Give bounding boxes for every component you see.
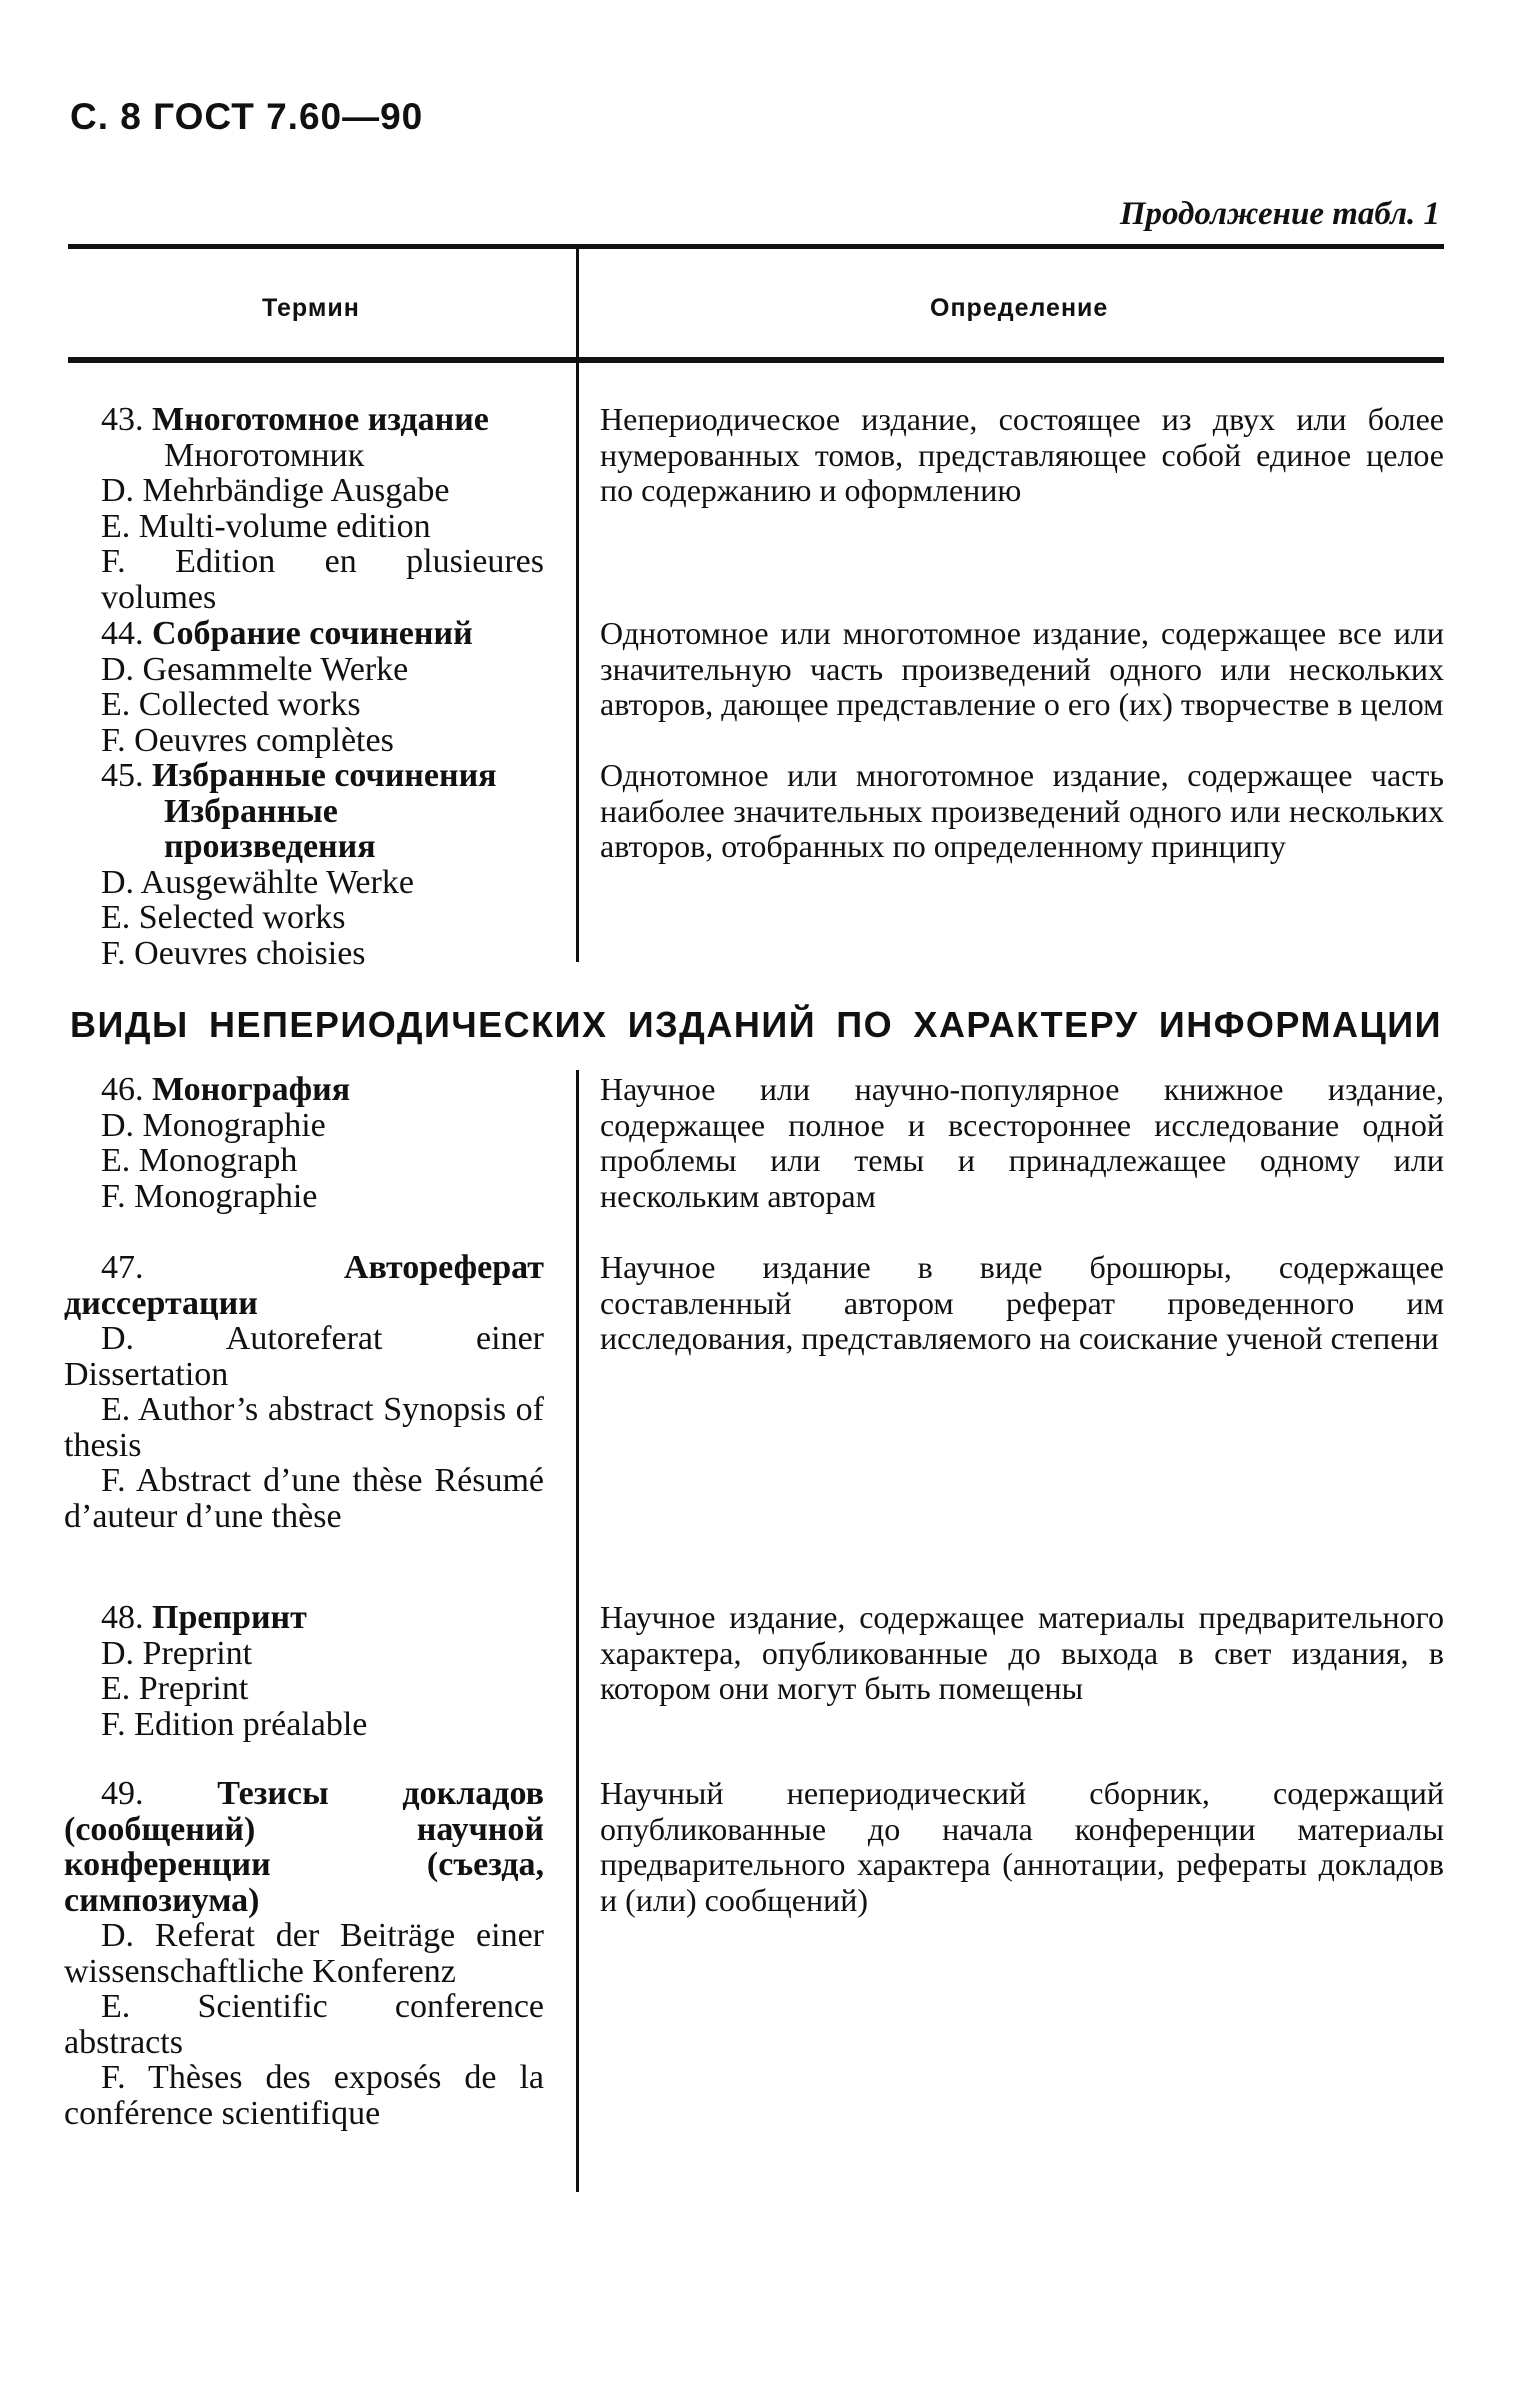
column-header-term: Термин	[262, 294, 360, 322]
column-header-definition: Определение	[930, 294, 1109, 322]
definition-43: Непериодическое издание, состоящее из двух или более нумерованных томов, представляющее собой единое целое по содержанию и оформлению	[600, 401, 1444, 508]
term-46: 46. Монография D. Monographie E. Monograph F. Monographie	[101, 1071, 351, 1215]
table-header-rule	[68, 357, 1444, 363]
page-header: С. 8 ГОСТ 7.60—90	[70, 96, 424, 137]
table-continuation-label: Продолжение табл. 1	[1119, 196, 1440, 232]
term-47: 47. Автореферат диссертации D. Autoreferat einer Dissertation E. Author’s abstract Synopsis of thesis F. Abstract d’une thèse Résumé d’auteur d’une thèse	[64, 1249, 544, 1535]
definition-46: Научное или научно-популярное книжное издание, содержащее полное и всестороннее исследование одной проблемы или темы и принадлежащее одному или нескольким авторам	[600, 1071, 1444, 1214]
synonym: Многотомник	[164, 436, 365, 474]
term-45: 45. Избранные сочинения Избранные произведения D. Ausgewählte Werke E. Selected works F. Oeuvres choisies	[101, 757, 497, 972]
term-43: 43. Многотомное издание Многотомник D. Mehrbändige Ausgabe E. Multi-volume edition F. Edition en plusieures volumes	[64, 402, 544, 615]
definition-49: Научный непериодический сборник, содержащий опубликованные до начала конференции материалы предварительного характера (аннотации, рефераты докладов и (или) сообщений)	[600, 1775, 1444, 1918]
term-48: 48. Препринт D. Preprint E. Preprint F. Edition préalable	[101, 1599, 368, 1743]
definition-45: Однотомное или многотомное издание, содержащее часть наиболее значительных произведений одного или нескольких авторов, отобранных по определенному принципу	[600, 757, 1444, 864]
definition-47: Научное издание в виде брошюры, содержащее составленный автором реферат проведенного им исследования, представляемого на соискание ученой степени	[600, 1249, 1444, 1356]
column-divider-bottom	[576, 1070, 579, 2192]
term-49: 49. Тезисы докладов (сообщений) научной конференции (съезда, симпозиума) D. Referat der Beiträge einer wissenschaftliche Konferenz E. Scientific conference abstracts F. Thèses des exposés de la conférence scientifique	[64, 1775, 544, 2132]
column-divider-top	[576, 249, 579, 962]
section-heading: ВИДЫ НЕПЕРИОДИЧЕСКИХ ИЗДАНИЙ ПО ХАРАКТЕРУ ИНФОРМАЦИИ	[70, 1004, 1442, 1045]
definition-48: Научное издание, содержащее материалы предварительного характера, опубликованные до выхода в свет издания, в котором они могут быть помещены	[600, 1599, 1444, 1706]
term-44: 44. Собрание сочинений D. Gesammelte Werke E. Collected works F. Oeuvres complètes	[101, 615, 473, 759]
definition-44: Однотомное или многотомное издание, содержащее все или значительную часть произведений одного или нескольких авторов, дающее представление о его (их) творчестве в целом	[600, 615, 1444, 722]
table-top-rule	[68, 244, 1444, 249]
